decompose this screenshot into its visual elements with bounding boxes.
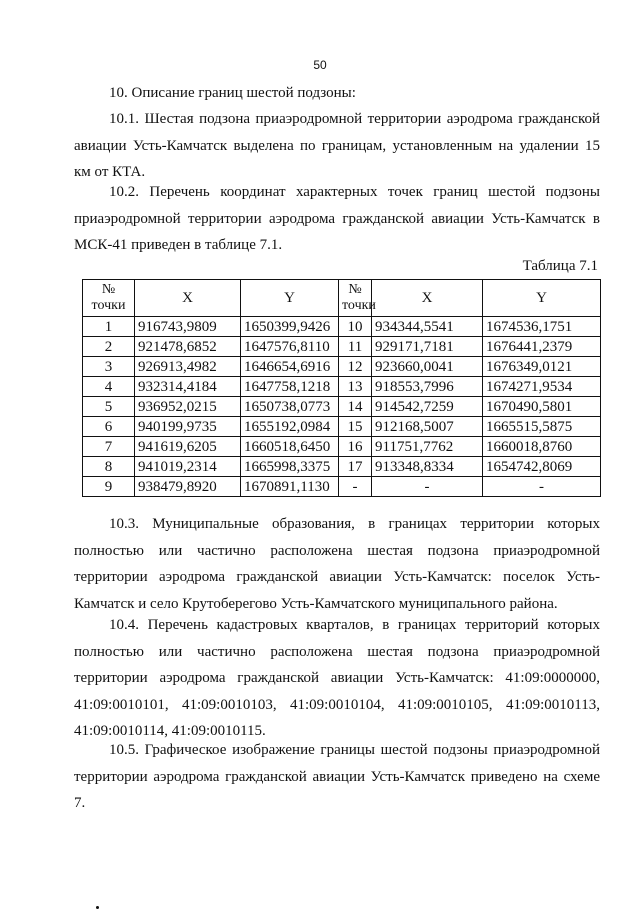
cell-point-left: 5 [83, 397, 135, 417]
cell-y-left: 1650399,9426 [241, 317, 339, 337]
header-point-number-left: № точки [83, 280, 135, 317]
cell-x-right: 912168,5007 [372, 417, 483, 437]
table-row [83, 437, 601, 457]
cell-point-left: 8 [83, 457, 135, 477]
paragraph-10-5: 10.5. Графическое изображение границы шестой подзоны приаэродромной территории аэродрома гражданской авиации Усть-Камчатск приведено на схеме 7. [74, 742, 600, 811]
cell-y-left: 1655192,0984 [241, 417, 339, 437]
table-header-row [83, 280, 601, 317]
cell-x-left: 941619,6205 [135, 437, 241, 457]
cell-y-right: 1676441,2379 [483, 337, 601, 357]
cell-y-left: 1650738,0773 [241, 397, 339, 417]
cell-x-right: 914542,7259 [372, 397, 483, 417]
cell-point-left: 3 [83, 357, 135, 377]
cell-y-right: 1654742,8069 [483, 457, 601, 477]
cell-y-left: 1660518,6450 [241, 437, 339, 457]
cell-x-right: 934344,5541 [372, 317, 483, 337]
cell-x-left: 921478,6852 [135, 337, 241, 357]
cell-point-right: 15 [339, 417, 372, 437]
cell-x-right: 923660,0041 [372, 357, 483, 377]
cell-point-left: 2 [83, 337, 135, 357]
cell-x-right: 911751,7762 [372, 437, 483, 457]
cell-y-right: 1665515,5875 [483, 417, 601, 437]
table-row [83, 317, 601, 337]
header-x-right: X [372, 280, 483, 317]
cell-point-left: 4 [83, 377, 135, 397]
table-row [83, 417, 601, 437]
cell-point-left: 6 [83, 417, 135, 437]
table-caption: Таблица 7.1 [522, 258, 598, 274]
cell-y-right: 1674271,9534 [483, 377, 601, 397]
cell-x-left: 916743,9809 [135, 317, 241, 337]
cell-y-right: 1660018,8760 [483, 437, 601, 457]
cell-point-right: - [339, 477, 372, 497]
cell-point-left: 1 [83, 317, 135, 337]
cell-point-left: 9 [83, 477, 135, 497]
header-y-right: Y [483, 280, 601, 317]
paragraph-10-4: 10.4. Перечень кадастровых кварталов, в границах территорий которых полностью или частично расположена шестая подзона приаэродромной территории аэродрома гражданской авиации Усть-Камчатск: 41:09:0000000, 41:09:0010101, 41:09:0010103, 41:09:0010104, 41:09:0010105, 41:09:0010113, 41:09:0010114, 41:09:0010115. [74, 617, 600, 739]
section-title: 10. Описание границ шестой подзоны: [109, 85, 356, 101]
header-x-left: X [135, 280, 241, 317]
cell-y-left: 1647576,8110 [241, 337, 339, 357]
cell-y-left: 1646654,6916 [241, 357, 339, 377]
paragraph-10-1: 10.1. Шестая подзона приаэродромной территории аэродрома гражданской авиации Усть-Камчатск выделена по границам, установленным на удалении 15 км от КТА. [74, 111, 600, 180]
cell-point-left: 7 [83, 437, 135, 457]
cell-y-right: 1670490,5801 [483, 397, 601, 417]
cell-point-right: 10 [339, 317, 372, 337]
coordinates-table [82, 279, 601, 497]
cell-x-left: 941019,2314 [135, 457, 241, 477]
cell-point-right: 11 [339, 337, 372, 357]
cell-y-left: 1665998,3375 [241, 457, 339, 477]
cell-x-left: 936952,0215 [135, 397, 241, 417]
cell-x-left: 938479,8920 [135, 477, 241, 497]
table-row [83, 457, 601, 477]
cell-x-right: - [372, 477, 483, 497]
cell-x-right: 929171,7181 [372, 337, 483, 357]
cell-y-right: - [483, 477, 601, 497]
table-row [83, 477, 601, 497]
header-point-number-right: № точки [339, 280, 372, 317]
table-row [83, 377, 601, 397]
cell-x-left: 940199,9735 [135, 417, 241, 437]
cell-point-right: 12 [339, 357, 372, 377]
cell-point-right: 17 [339, 457, 372, 477]
table-row [83, 337, 601, 357]
cell-y-left: 1647758,1218 [241, 377, 339, 397]
cell-x-right: 918553,7996 [372, 377, 483, 397]
cell-point-right: 16 [339, 437, 372, 457]
table-row [83, 357, 601, 377]
cell-x-left: 926913,4982 [135, 357, 241, 377]
header-y-left: Y [241, 280, 339, 317]
cell-y-right: 1676349,0121 [483, 357, 601, 377]
cell-y-right: 1674536,1751 [483, 317, 601, 337]
cell-y-left: 1670891,1130 [241, 477, 339, 497]
cell-x-left: 932314,4184 [135, 377, 241, 397]
table-row [83, 397, 601, 417]
paragraph-10-3: 10.3. Муниципальные образования, в границах территории которых полностью или частично расположена шестая подзона приаэродромной территории аэродрома гражданской авиации Усть-Камчатск: поселок Усть-Камчатск и село Крутоберегово Усть-Камчатского муниципального района. [74, 516, 600, 612]
cell-point-right: 13 [339, 377, 372, 397]
scan-dot [96, 906, 99, 909]
paragraph-10-2: 10.2. Перечень координат характерных точек границ шестой подзоны приаэродромной территории аэродрома гражданской авиации Усть-Камчатск в МСК-41 приведен в таблице 7.1. [74, 184, 600, 253]
cell-point-right: 14 [339, 397, 372, 417]
page-number: 50 [313, 58, 327, 72]
cell-x-right: 913348,8334 [372, 457, 483, 477]
